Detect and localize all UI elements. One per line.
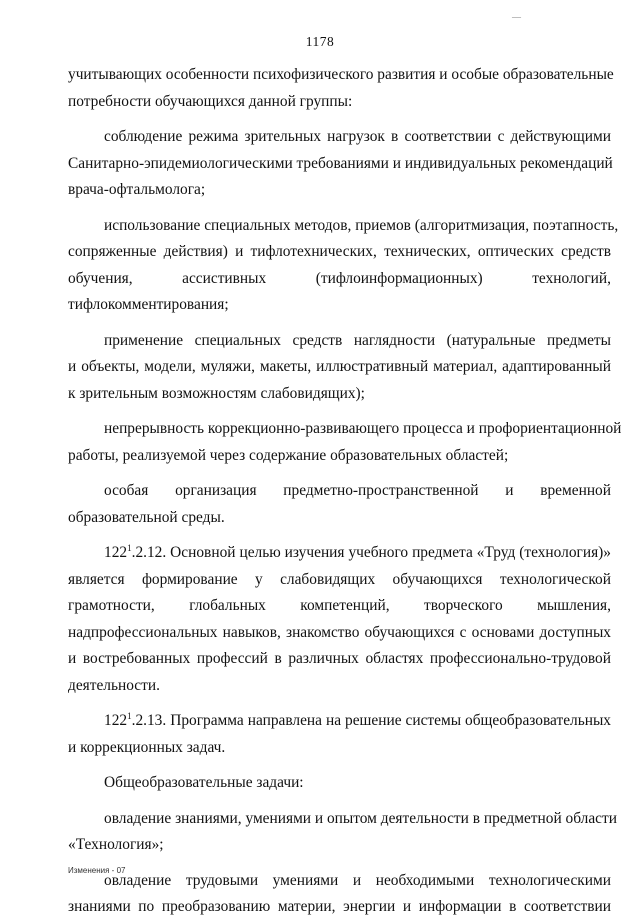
footer-revision: Изменения - 07 (68, 866, 126, 875)
text-line: овладение трудовыми умениями и необходимыми технологическими (104, 871, 611, 889)
paragraph-4 (68, 328, 611, 408)
text-line: учитывающих особенности психофизического развития и особые образовательные (68, 66, 614, 83)
text-line: является формирование у слабовидящих обучающихся технологической (68, 570, 611, 588)
text-line (68, 708, 611, 735)
text-line: деятельности. (68, 676, 160, 694)
paragraph-11 (68, 868, 611, 921)
text-line: и востребованных профессий в различных областях профессионально-трудовой (68, 650, 611, 667)
section-number: 122 (104, 544, 128, 561)
text-line: Санитарно-эпидемиологическими требованиями и индивидуальных рекомендаций (68, 154, 613, 172)
text-run: .2.13. Программа направлена на решение системы общеобразовательных (131, 712, 611, 729)
text-line: применение специальных средств наглядности (натуральные предметы (104, 331, 611, 349)
paragraph-2 (68, 124, 611, 204)
text-line: врача-офтальмолога; (68, 181, 206, 198)
paragraph-6 (68, 478, 611, 531)
text-line (68, 540, 611, 567)
text-line: непрерывность коррекционно-развивающего процесса и профориентационной (104, 420, 622, 437)
text-line: и коррекционных задач. (68, 738, 226, 756)
text-line: грамотности, глобальных компетенций, творческого мышления, (68, 597, 611, 614)
text-line: тифлокомментирования; (68, 296, 229, 313)
text-line: образовательной среды. (68, 508, 225, 526)
text-line: сопряженные действия) и тифлотехнических, технических, оптических средств (68, 243, 611, 260)
text-line: Общеобразовательные задачи: (104, 774, 304, 791)
text-line: к зрительным возможностям слабовидящих); (68, 384, 365, 402)
text-line: работы, реализуемой через содержание образовательных областей; (68, 446, 509, 464)
text-line: надпрофессиональных навыков, знакомство обучающихся с основами доступных (68, 623, 611, 641)
text-line: потребности обучающихся данной группы: (68, 92, 353, 110)
paragraph-10 (68, 806, 617, 859)
text-line: особая организация предметно-пространственной и временной (104, 482, 611, 499)
document-body (68, 62, 622, 921)
text-line: использование специальных методов, приемов (алгоритмизация, поэтапность, (104, 216, 619, 234)
paragraph-5 (68, 416, 622, 469)
text-line: и объекты, модели, муляжи, макеты, иллюстративный материал, адаптированный (68, 358, 611, 375)
section-superscript: 1 (127, 710, 132, 721)
text-line: соблюдение режима зрительных нагрузок в соответствии с действующими (104, 128, 611, 145)
section-number: 122 (104, 712, 128, 729)
paragraph-8 (68, 708, 611, 761)
section-superscript: 1 (127, 542, 132, 553)
page-number: 1178 (305, 34, 335, 49)
paragraph-7 (68, 540, 611, 699)
scan-mark: — (512, 12, 521, 22)
paragraph-1 (68, 62, 614, 115)
text-line: «Технология»; (68, 836, 164, 853)
text-line: знаниями по преобразованию материи, энергии и информации в соответствии (68, 898, 611, 915)
text-line: обучения, ассистивных (тифлоинформационных) технологий, (68, 269, 611, 287)
paragraph-3 (68, 213, 619, 319)
text-line: овладение знаниями, умениями и опытом деятельности в предметной области (104, 809, 617, 827)
paragraph-9 (68, 770, 611, 797)
text-run: .2.12. Основной целью изучения учебного предмета «Труд (технология)» (131, 544, 611, 561)
